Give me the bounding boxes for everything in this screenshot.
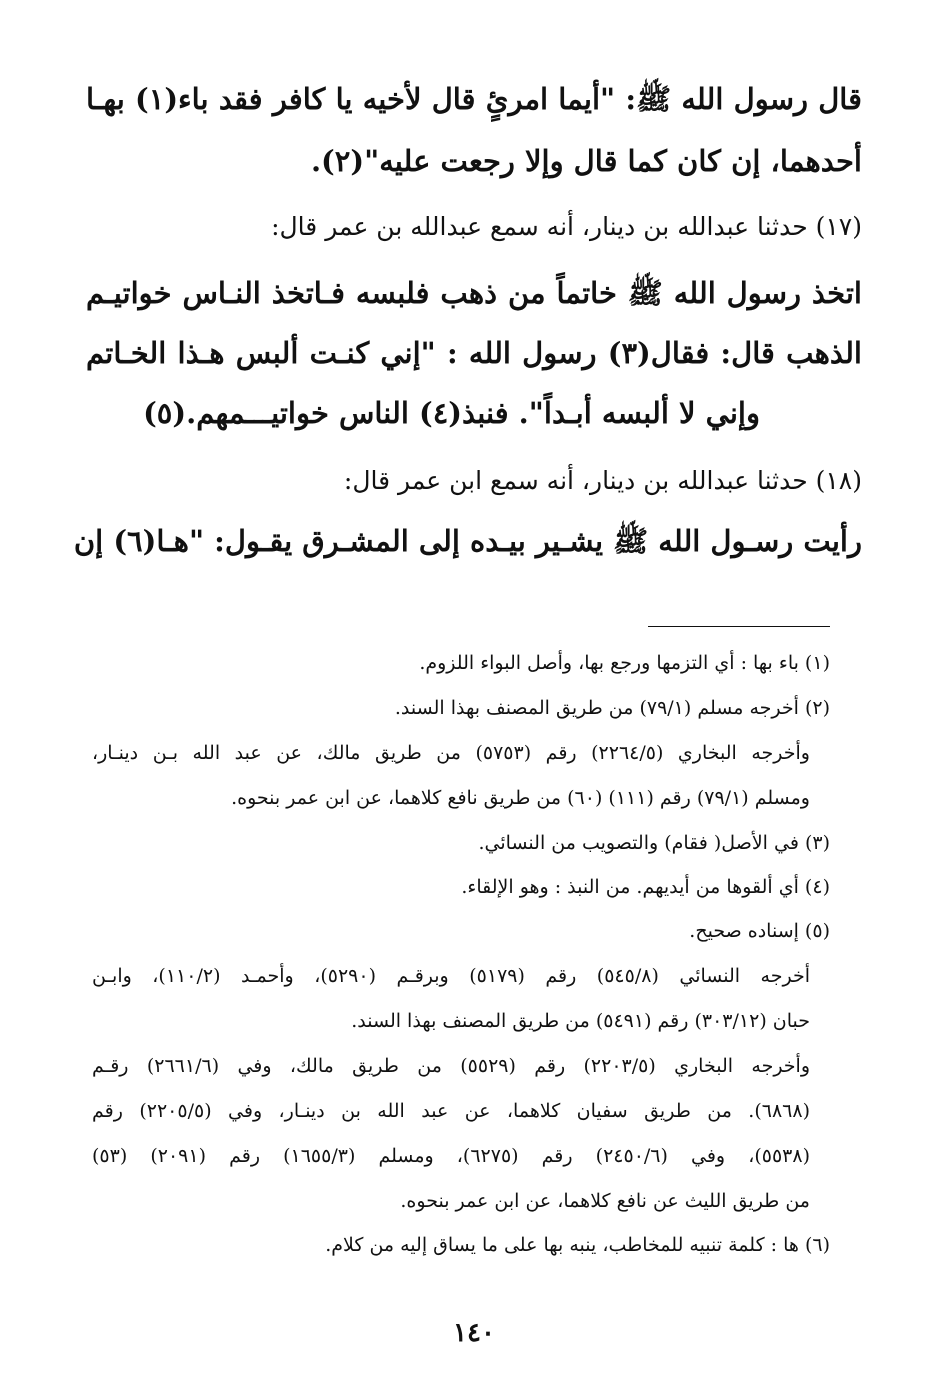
footnote-5-cont-5: (٥٥٣٨)، وفي (٢٤٥٠/٦) رقم (٦٢٧٥)، ومسلم (١٦٥٥/٣) رقم (٢٠٩١) (٥٣) [92, 1145, 810, 1167]
footnote-2-cont-1: وأخرجه البخاري (٢٢٦٤/٥) رقم (٥٧٥٣) من طريق مالك، عن عبد الله بـن دينـار، [92, 742, 810, 764]
footnote-1: (١) باء بها : أي التزمها ورجع بها، وأصل البواء اللزوم. [419, 652, 830, 674]
footnote-5: (٥) إسناده صحيح. [689, 920, 830, 942]
hadith-17-line-3: وإني لا ألبسه أبـداً". فنبذ(٤) الناس خواتيـــمهم.(٥) [143, 396, 760, 430]
footnote-5-cont-3: وأخرجه البخاري (٢٢٠٣/٥) رقم (٥٥٢٩) من طريق مالك، وفي (٢٦٦١/٦) رقـم [92, 1055, 810, 1077]
isnad-17: (١٧) حدثنا عبدالله بن دينار، أنه سمع عبدالله بن عمر قال: [271, 212, 862, 241]
footnote-5-cont-6: من طريق الليث عن نافع كلاهما، عن ابن عمر بنحوه. [400, 1190, 810, 1212]
hadith-17-line-1: اتخذ رسول الله ﷺ خاتماً من ذهب فلبسه فـاتخذ النـاس خواتيـم [86, 276, 862, 310]
footnote-2: (٢) أخرجه مسلم (٧٩/١) من طريق المصنف بهذا السند. [394, 697, 830, 719]
footnote-6: (٦) ها : كلمة تنبيه للمخاطب، ينبه بها على ما يساق إليه من كلام. [325, 1234, 830, 1256]
footnote-3: (٣) في الأصل( فقام) والتصويب من النسائي. [478, 832, 830, 854]
footnote-4: (٤) أي ألقوها من أيديهم. من النبذ : وهو الإلقاء. [461, 876, 830, 898]
isnad-18: (١٨) حدثنا عبدالله بن دينار، أنه سمع ابن عمر قال: [343, 466, 862, 495]
footnote-5-cont-4: (٦٨٦٨). من طريق سفيان كلاهما، عن عبد الله بن دينـار، وفي (٢٢٠٥/٥) رقم [92, 1100, 811, 1122]
footnote-5-cont-2: حبان (٣٠٣/١٢) رقم (٥٤٩١) من طريق المصنف بهذا السند. [351, 1010, 810, 1032]
hadith-18-line-1: رأيت رسـول الله ﷺ يشـير بيـده إلى المشـرق يقـول: "هـا(٦) إن [73, 524, 862, 558]
hadith-16-line-1: قال رسول الله ﷺ: "أيما امرئٍ قال لأخيه يا كافر فقد باء(١) بهـا [86, 82, 863, 116]
page-number: ١٤٠ [453, 1318, 495, 1348]
hadith-16-line-2: أحدهما، إن كان كما قال وإلا رجعت عليه"(٢). [310, 144, 862, 178]
footnote-5-cont-1: أخرجه النسائي (٥٤٥/٨) رقم (٥١٧٩) وبرقـم (٥٢٩٠)، وأحمـد (١١٠/٢)، وابـن [92, 965, 810, 987]
hadith-17-line-2: الذهب قال: فقال(٣) رسول الله : "إني كنـت ألبس هـذا الخـاتم [86, 336, 862, 370]
footnote-2-cont-2: ومسلم (٧٩/١) رقم (١١١) (٦٠) من طريق نافع كلاهما، عن ابن عمر بنحوه. [231, 787, 810, 809]
footnote-separator [648, 626, 830, 627]
